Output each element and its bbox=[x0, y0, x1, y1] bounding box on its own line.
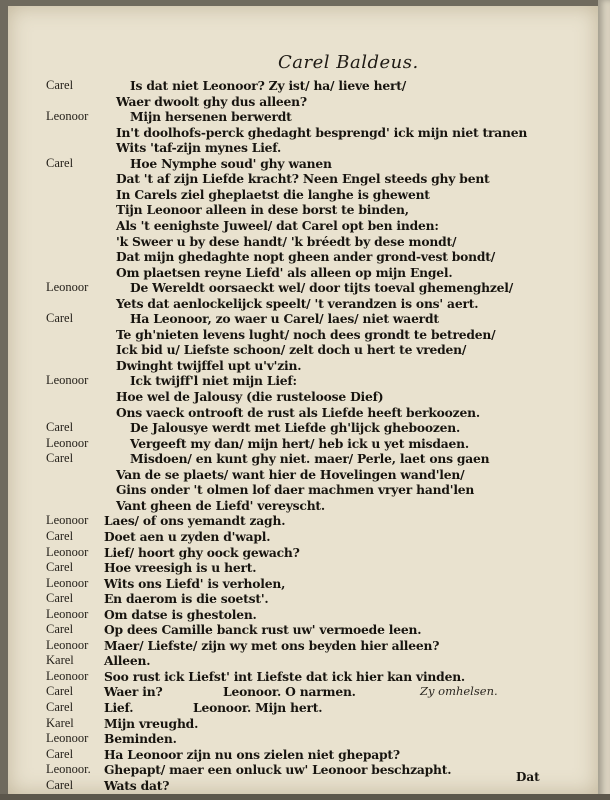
verse-line bbox=[8, 125, 598, 141]
verse-text: Waer in? bbox=[104, 684, 163, 700]
speaker-name: Karel bbox=[46, 653, 74, 668]
verse-text: In't doolhofs-perck ghedaght besprengd' ick mijn niet tranen bbox=[116, 124, 528, 140]
speaker-name: Leonoor bbox=[46, 435, 89, 450]
verse-text: Laes/ of ons yemandt zagh. bbox=[104, 513, 286, 529]
verse-text: Ons vaeck ontrooft de rust als Liefde heeft berkoozen. bbox=[116, 404, 480, 420]
verse-text: Ha Leonoor zijn nu ons zielen niet ghepapt? bbox=[104, 746, 400, 762]
speaker-name: Leonoor bbox=[46, 373, 89, 388]
verse-text: Alleen. bbox=[104, 653, 151, 669]
verse-line bbox=[8, 436, 598, 452]
inline-speech: Leonoor. O narmen. bbox=[223, 684, 356, 700]
speaker-name: Carel bbox=[46, 420, 74, 435]
verse-text: Tijn Leonoor alleen in dese borst te binden, bbox=[116, 202, 409, 218]
verse-line bbox=[8, 731, 598, 747]
verse-text: Ha Leonoor, zo waer u Carel/ laes/ niet waerdt bbox=[130, 311, 439, 327]
verse-line bbox=[8, 591, 598, 607]
verse-text: Te gh'nieten levens lught/ noch dees grondt te betreden/ bbox=[116, 326, 496, 342]
verse-line bbox=[8, 265, 598, 281]
verse-text: Doet aen u zyden d'wapl. bbox=[104, 528, 271, 544]
book-page bbox=[8, 6, 598, 794]
verse-text: Ick twijff'l niet mijn Lief: bbox=[130, 373, 297, 389]
verse-text: Mijn hersenen berwerdt bbox=[130, 109, 292, 125]
page-shadow bbox=[0, 794, 610, 800]
speaker-name: Carel bbox=[46, 311, 74, 326]
verse-line bbox=[8, 420, 598, 436]
speaker-name: Carel bbox=[46, 560, 74, 575]
speaker-name: Leonoor bbox=[46, 280, 89, 295]
verse-line bbox=[8, 342, 598, 358]
verse-line bbox=[8, 311, 598, 327]
verse-line bbox=[8, 607, 598, 623]
speaker-name: Leonoor bbox=[46, 637, 89, 652]
speaker-name: Carel bbox=[46, 451, 74, 466]
verse-text: Waer dwoolt ghy dus alleen? bbox=[116, 93, 307, 109]
speaker-name: Carel bbox=[46, 528, 74, 543]
verse-text: Lief. bbox=[104, 700, 134, 715]
verse-text: Wats dat? bbox=[104, 777, 170, 793]
verse-line bbox=[8, 700, 598, 716]
verse-line bbox=[8, 482, 598, 498]
speaker-name: Karel bbox=[46, 715, 74, 730]
inline-speech: Leonoor. Mijn hert. bbox=[193, 700, 323, 715]
verse-line bbox=[8, 249, 598, 265]
verse-line bbox=[8, 560, 598, 576]
verse-text: Lief/ hoort ghy oock gewach? bbox=[104, 544, 300, 560]
verse-line bbox=[8, 218, 598, 234]
verse-text: Misdoen/ en kunt ghy niet. maer/ Perle, laet ons gaen bbox=[130, 451, 490, 467]
verse-line bbox=[8, 280, 598, 296]
verse-text: Beminden. bbox=[104, 731, 177, 747]
verse-line bbox=[8, 234, 598, 250]
verse-line bbox=[8, 545, 598, 561]
verse-line bbox=[8, 109, 598, 125]
speaker-name: Leonoor bbox=[46, 109, 89, 124]
verse-text: Van de se plaets/ want hier de Hovelingen wand'len/ bbox=[116, 466, 465, 482]
verse-line bbox=[8, 622, 598, 638]
verse-text: Om datse is ghestolen. bbox=[104, 606, 257, 622]
running-head: Carel Baldeus. bbox=[278, 52, 419, 73]
verse-text: In Carels ziel gheplaetst die langhe is ghewent bbox=[116, 186, 430, 202]
speaker-name: Carel bbox=[46, 78, 74, 92]
verse-text: Dat mijn ghedaghte nopt gheen ander grond-vest bondt/ bbox=[116, 249, 496, 265]
verse-line bbox=[8, 576, 598, 592]
verse-line bbox=[8, 202, 598, 218]
verse-line bbox=[8, 716, 598, 732]
verse-text: Om plaetsen reyne Liefd' als alleen op mijn Engel. bbox=[116, 264, 453, 280]
verse-line bbox=[8, 513, 598, 529]
speaker-name: Leonoor bbox=[46, 606, 89, 621]
verse-line bbox=[8, 171, 598, 187]
speaker-name: Carel bbox=[46, 777, 74, 792]
verse-text: Mijn vreughd. bbox=[104, 715, 199, 731]
speaker-name: Leonoor bbox=[46, 513, 89, 528]
verse-text: Dwinght twijffel upt u'v'zin. bbox=[116, 357, 302, 373]
verse-text: Maer/ Liefste/ zijn wy met ons beyden hier alleen? bbox=[104, 637, 440, 653]
verse-line bbox=[8, 373, 598, 389]
verse-line bbox=[8, 78, 598, 94]
verse-line bbox=[8, 762, 598, 778]
verse-text: Als 't eenighste Juweel/ dat Carel opt ben inden: bbox=[116, 217, 439, 233]
verse-text: Hoe Nymphe soud' ghy wanen bbox=[130, 155, 332, 171]
verse-text: Op dees Camille banck rust uw' vermoede leen. bbox=[104, 622, 422, 638]
speaker-name: Leonoor. bbox=[46, 762, 91, 777]
speaker-name: Carel bbox=[46, 622, 74, 637]
verse-line bbox=[8, 327, 598, 343]
verse-line bbox=[8, 358, 598, 374]
verse-text: Vergeeft my dan/ mijn hert/ heb ick u yet misdaen. bbox=[130, 435, 469, 451]
verse-line bbox=[8, 140, 598, 156]
verse-line bbox=[8, 653, 598, 669]
verse-text: Wits 'taf-zijn mynes Lief. bbox=[116, 140, 282, 156]
speaker-name: Carel bbox=[46, 700, 74, 714]
verse-text: Dat 't af zijn Liefde kracht? Neen Engel steeds ghy bent bbox=[116, 171, 490, 187]
verse-line bbox=[8, 747, 598, 763]
verse-line bbox=[8, 156, 598, 172]
verse-text: Ick bid u/ Liefste schoon/ zelt doch u hert te vreden/ bbox=[116, 342, 467, 358]
verse-text: Soo rust ick Liefst' int Liefste dat ick hier kan vinden. bbox=[104, 668, 466, 684]
verse-line bbox=[8, 451, 598, 467]
verse-text: Gins onder 't olmen lof daer machmen vryer hand'len bbox=[116, 482, 475, 498]
verse-line bbox=[8, 529, 598, 545]
verse-line bbox=[8, 684, 598, 700]
verse-text: Yets dat aenlockelijck speelt/ 't verandzen is ons' aert. bbox=[116, 295, 479, 311]
verse-text: Hoe wel de Jalousy (die rusteloose Dief) bbox=[116, 389, 384, 404]
verse-text: De Jalousye werdt met Liefde gh'lijck gheboozen. bbox=[130, 420, 461, 436]
verse-text: 'k Sweer u by dese handt/ 'k bréedt by dese mondt/ bbox=[116, 233, 457, 249]
verse-text: Wits ons Liefd' is verholen, bbox=[104, 575, 286, 591]
verse-text: De Wereldt oorsaeckt wel/ door tijts toeval ghemenghzel/ bbox=[130, 280, 514, 296]
verse-line bbox=[8, 498, 598, 514]
verse-line bbox=[8, 389, 598, 405]
verse-line bbox=[8, 296, 598, 312]
next-page-edge bbox=[598, 0, 610, 800]
speaker-name: Leonoor bbox=[46, 668, 89, 683]
speaker-name: Carel bbox=[46, 155, 74, 170]
catchword: Dat bbox=[516, 770, 540, 784]
verse-line bbox=[8, 94, 598, 110]
verse-text: Ghepapt/ maer een onluck uw' Leonoor beschzapht. bbox=[104, 762, 452, 778]
speaker-name: Leonoor bbox=[46, 731, 89, 746]
verse-text: Is dat niet Leonoor? Zy ist/ ha/ lieve hert/ bbox=[130, 78, 407, 93]
speaker-name: Leonoor bbox=[46, 544, 89, 559]
verse-text: Hoe vreesigh is u hert. bbox=[104, 560, 257, 576]
verse-line bbox=[8, 467, 598, 483]
speaker-name: Carel bbox=[46, 591, 74, 606]
verse-text: En daerom is die soetst'. bbox=[104, 591, 269, 607]
stage-direction: Zy omhelsen. bbox=[420, 684, 498, 699]
speaker-name: Leonoor bbox=[46, 575, 89, 590]
speaker-name: Carel bbox=[46, 746, 74, 761]
verse-line bbox=[8, 405, 598, 421]
verse-line bbox=[8, 778, 598, 794]
verse-line bbox=[8, 187, 598, 203]
verse-line bbox=[8, 638, 598, 654]
verse-text: Vant gheen de Liefd' vereyscht. bbox=[116, 497, 325, 513]
speaker-name: Carel bbox=[46, 684, 74, 699]
verse-line bbox=[8, 669, 598, 685]
